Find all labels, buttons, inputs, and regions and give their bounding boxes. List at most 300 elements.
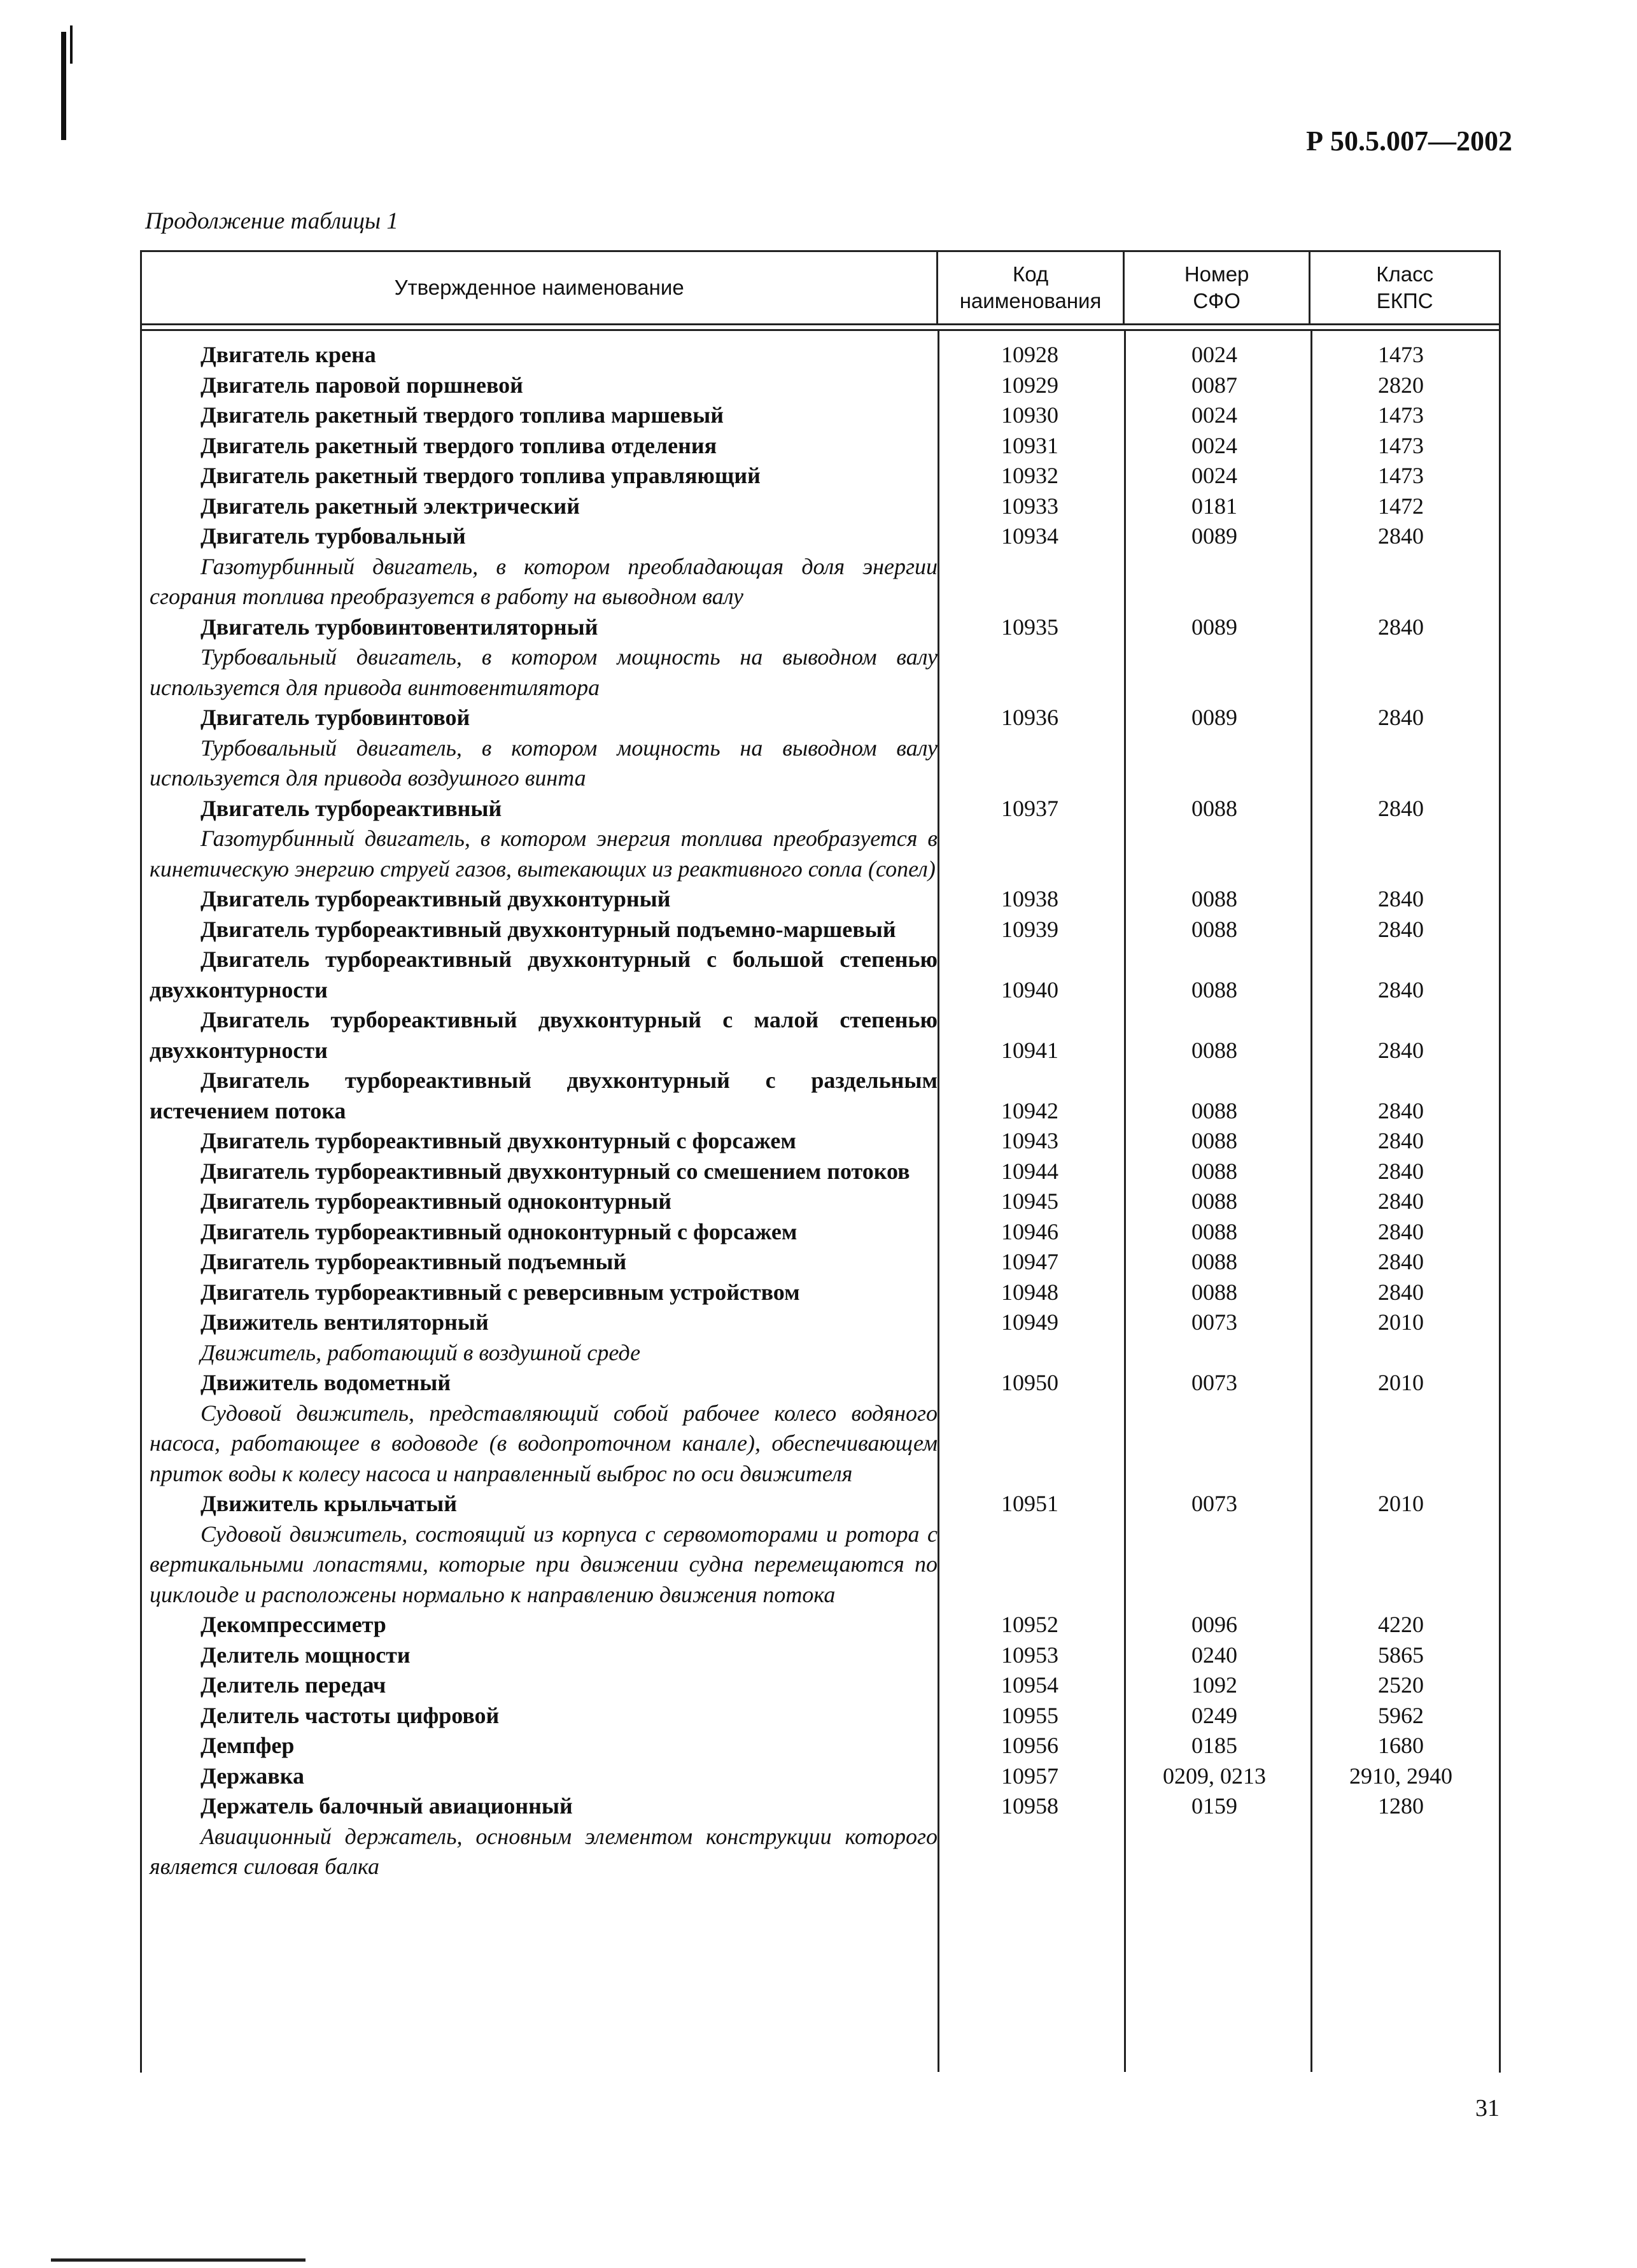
column-divider (938, 331, 939, 2072)
ekps-cell (1307, 1066, 1495, 1126)
item-description: Газотурбинный двигатель, в котором энергия топлива преобразуется в кинетическую энергию струей газов, вытекающих из реактивного сопла (сопел) (150, 826, 938, 882)
name-cell (142, 1731, 938, 1761)
sfo-cell (1122, 1278, 1307, 1308)
header-ekps: Класс ЕКПС (1376, 262, 1434, 313)
code-cell (938, 1187, 1122, 1217)
code-cell (938, 461, 1122, 491)
name-cell (142, 884, 938, 915)
table-row (142, 1761, 1499, 1792)
name-cell (142, 521, 938, 612)
ekps-cell-value: 1472 (1378, 493, 1424, 519)
name-cell (142, 1489, 938, 1610)
name-cell (142, 794, 938, 885)
item-name: Двигатель турбореактивный двухконтурный с раздельным истечением потока (150, 1067, 938, 1123)
code-cell-value: 10932 (1001, 463, 1058, 488)
header-code: Код наименования (938, 252, 1125, 323)
item-name: Двигатель ракетный электрический (200, 493, 580, 519)
name-cell (142, 1187, 938, 1217)
item-name: Двигатель турбореактивный одноконтурный с форсажем (200, 1218, 797, 1244)
item-name: Движитель водометный (200, 1370, 451, 1395)
table-row (142, 1640, 1499, 1671)
ekps-cell (1307, 945, 1495, 1005)
code-cell (938, 1701, 1122, 1731)
item-name: Двигатель турбореактивный двухконтурный (200, 886, 671, 912)
ekps-cell-value: 5962 (1378, 1702, 1424, 1728)
sfo-cell (1122, 1731, 1307, 1761)
sfo-cell-value: 0087 (1191, 372, 1237, 398)
name-cell (142, 461, 938, 491)
code-cell-value: 10958 (1001, 1793, 1058, 1819)
code-cell-value: 10936 (1001, 705, 1058, 730)
ekps-cell-value: 2840 (1378, 705, 1424, 730)
sfo-cell-value: 0088 (1191, 1158, 1237, 1184)
ekps-cell (1307, 1761, 1495, 1792)
table-row (142, 491, 1499, 522)
table-caption: Продолжение таблицы 1 (145, 208, 398, 234)
code-cell (938, 340, 1122, 370)
code-cell-value: 10934 (1001, 523, 1058, 549)
code-cell-value: 10954 (1001, 1672, 1058, 1698)
name-cell (142, 1005, 938, 1066)
ekps-cell (1307, 612, 1495, 703)
code-cell (938, 400, 1122, 431)
table-row (142, 1489, 1499, 1610)
table-row (142, 1005, 1499, 1066)
name-cell (142, 1126, 938, 1157)
ekps-cell (1307, 1187, 1495, 1217)
ekps-cell-value: 2520 (1378, 1672, 1424, 1698)
name-cell (142, 1368, 938, 1489)
ekps-cell (1307, 1610, 1495, 1640)
code-cell (938, 794, 1122, 885)
code-cell (938, 1791, 1122, 1882)
code-cell (938, 1761, 1122, 1792)
ekps-cell-value: 5865 (1378, 1642, 1424, 1668)
sfo-cell-value: 0073 (1191, 1370, 1237, 1395)
item-name: Движитель вентиляторный (200, 1309, 489, 1335)
sfo-cell-value: 0024 (1191, 432, 1237, 458)
table-row (142, 1701, 1499, 1731)
item-description: Турбовальный двигатель, в котором мощность на выводном валу используется для привода воздушного винта (150, 735, 938, 791)
ekps-cell-value: 2840 (1378, 1158, 1424, 1184)
item-name: Двигатель турбореактивный подъемный (200, 1249, 627, 1274)
item-name: Державка (200, 1763, 304, 1789)
name-cell (142, 915, 938, 945)
sfo-cell (1122, 1368, 1307, 1489)
item-name: Двигатель турбореактивный двухконтурный с форсажем (200, 1128, 796, 1153)
sfo-cell-value: 0088 (1191, 1097, 1237, 1123)
code-cell (938, 1247, 1122, 1278)
ekps-cell (1307, 1489, 1495, 1610)
code-cell-value: 10948 (1001, 1279, 1058, 1305)
ekps-cell-value: 1473 (1378, 432, 1424, 458)
table-row (142, 1247, 1499, 1278)
table-row (142, 794, 1499, 885)
code-cell-value: 10939 (1001, 916, 1058, 942)
code-cell-value: 10949 (1001, 1309, 1058, 1335)
code-cell-value: 10931 (1001, 432, 1058, 458)
sfo-cell (1122, 491, 1307, 522)
item-name: Делитель частоты цифровой (200, 1702, 500, 1728)
ekps-cell-value: 4220 (1378, 1612, 1424, 1637)
sfo-cell (1122, 1187, 1307, 1217)
table-row (142, 1610, 1499, 1640)
ekps-cell-value: 2010 (1378, 1491, 1424, 1516)
item-name: Двигатель турбореактивный двухконтурный со смешением потоков (200, 1158, 910, 1184)
sfo-cell-value: 0159 (1191, 1793, 1237, 1819)
name-cell (142, 1217, 938, 1248)
scan-artifact-bar (70, 25, 73, 64)
ekps-cell (1307, 1157, 1495, 1187)
sfo-cell-value: 0240 (1191, 1642, 1237, 1668)
table-row (142, 1126, 1499, 1157)
ekps-cell (1307, 1307, 1495, 1368)
table-row (142, 340, 1499, 370)
ekps-cell (1307, 703, 1495, 794)
code-cell (938, 1126, 1122, 1157)
name-cell (142, 612, 938, 703)
code-cell (938, 491, 1122, 522)
sfo-cell (1122, 1761, 1307, 1792)
sfo-cell-value: 0181 (1191, 493, 1237, 519)
item-name: Двигатель турбореактивный одноконтурный (200, 1188, 671, 1214)
table-row (142, 1187, 1499, 1217)
ekps-cell-value: 1680 (1378, 1733, 1424, 1758)
item-name: Двигатель ракетный твердого топлива маршевый (200, 402, 724, 428)
item-name: Движитель крыльчатый (200, 1491, 457, 1516)
sfo-cell (1122, 1640, 1307, 1671)
sfo-cell-value: 0249 (1191, 1702, 1237, 1728)
table-row (142, 1157, 1499, 1187)
ekps-cell (1307, 1217, 1495, 1248)
sfo-cell-value: 0088 (1191, 1218, 1237, 1244)
name-cell (142, 431, 938, 461)
code-cell (938, 431, 1122, 461)
ekps-cell-value: 2840 (1378, 1249, 1424, 1274)
sfo-cell (1122, 915, 1307, 945)
sfo-cell-value: 0088 (1191, 1037, 1237, 1063)
table-header (142, 252, 1499, 325)
table-row (142, 1066, 1499, 1126)
table-row (142, 1731, 1499, 1761)
sfo-cell (1122, 340, 1307, 370)
ekps-cell-value: 2840 (1378, 886, 1424, 912)
ekps-cell-value: 2820 (1378, 372, 1424, 398)
code-cell-value: 10943 (1001, 1128, 1058, 1153)
ekps-cell-value: 1473 (1378, 463, 1424, 488)
sfo-cell (1122, 521, 1307, 612)
ekps-cell-value: 2840 (1378, 976, 1424, 1003)
ekps-cell-value: 1473 (1378, 402, 1424, 428)
item-description: Авиационный держатель, основным элементом конструкции которого является силовая балка (150, 1823, 938, 1879)
item-name: Декомпрессиметр (200, 1612, 386, 1637)
name-cell (142, 1640, 938, 1671)
ekps-cell-value: 2840 (1378, 1128, 1424, 1153)
sfo-cell-value: 0088 (1191, 1128, 1237, 1153)
page-number: 31 (1475, 2095, 1500, 2122)
ekps-cell-value: 1280 (1378, 1793, 1424, 1819)
code-cell-value: 10933 (1001, 493, 1058, 519)
sfo-cell (1122, 1126, 1307, 1157)
name-cell (142, 1791, 938, 1882)
ekps-cell-value: 2010 (1378, 1309, 1424, 1335)
table-body (142, 331, 1499, 2072)
ekps-cell-value: 2840 (1378, 1218, 1424, 1244)
table-row (142, 431, 1499, 461)
table-row (142, 461, 1499, 491)
sfo-cell-value: 0073 (1191, 1309, 1237, 1335)
ekps-cell-value: 2840 (1378, 916, 1424, 942)
code-cell-value: 10953 (1001, 1642, 1058, 1668)
ekps-cell-value: 2010 (1378, 1370, 1424, 1395)
code-cell (938, 1157, 1122, 1187)
header-name: Утвержденное наименование (142, 252, 938, 323)
item-name: Держатель балочный авиационный (200, 1793, 573, 1819)
table-rows (142, 331, 1499, 2072)
item-name: Двигатель ракетный твердого топлива отделения (200, 432, 717, 458)
sfo-cell-value: 0024 (1191, 342, 1237, 367)
item-name: Двигатель ракетный твердого топлива управляющий (200, 463, 761, 488)
ekps-cell (1307, 1731, 1495, 1761)
name-cell (142, 1247, 938, 1278)
code-cell-value: 10935 (1001, 614, 1058, 640)
item-name: Двигатель турбовинтовой (200, 705, 470, 730)
sfo-cell (1122, 1066, 1307, 1126)
code-cell (938, 1278, 1122, 1308)
code-cell (938, 1610, 1122, 1640)
sfo-cell (1122, 1247, 1307, 1278)
ekps-cell-value: 2840 (1378, 1097, 1424, 1123)
ekps-cell-value: 2840 (1378, 614, 1424, 640)
name-cell (142, 1701, 938, 1731)
code-cell-value: 10952 (1001, 1612, 1058, 1637)
ekps-cell (1307, 1005, 1495, 1066)
code-cell (938, 521, 1122, 612)
header-double-rule (142, 325, 1499, 331)
table-row (142, 945, 1499, 1005)
ekps-cell-value: 2840 (1378, 795, 1424, 821)
name-cell (142, 1610, 938, 1640)
ekps-cell-value: 2840 (1378, 1188, 1424, 1214)
item-name: Двигатель турбовальный (200, 523, 466, 549)
sfo-cell (1122, 1217, 1307, 1248)
code-cell (938, 1731, 1122, 1761)
code-cell (938, 1066, 1122, 1126)
name-cell (142, 703, 938, 794)
item-description: Движитель, работающий в воздушной среде (200, 1339, 641, 1365)
name-cell (142, 370, 938, 401)
ekps-cell (1307, 1701, 1495, 1731)
sfo-cell (1122, 400, 1307, 431)
ekps-cell (1307, 915, 1495, 945)
ekps-cell (1307, 884, 1495, 915)
sfo-cell (1122, 1610, 1307, 1640)
sfo-cell-value: 0209, 0213 (1163, 1763, 1266, 1789)
ekps-cell (1307, 431, 1495, 461)
sfo-cell-value: 0088 (1191, 886, 1237, 912)
ekps-cell (1307, 1791, 1495, 1882)
sfo-cell (1122, 1670, 1307, 1701)
table-row (142, 884, 1499, 915)
ekps-cell-value: 1473 (1378, 342, 1424, 367)
code-cell-value: 10928 (1001, 342, 1058, 367)
ekps-cell (1307, 1670, 1495, 1701)
sfo-cell-value: 1092 (1191, 1672, 1237, 1698)
sfo-cell-value: 0089 (1191, 614, 1237, 640)
sfo-cell (1122, 1307, 1307, 1368)
ekps-cell (1307, 794, 1495, 885)
code-cell-value: 10942 (1001, 1097, 1058, 1123)
code-cell (938, 1670, 1122, 1701)
item-name: Делитель мощности (200, 1642, 411, 1668)
ekps-cell-value: 2910, 2940 (1349, 1763, 1452, 1789)
ekps-cell-value: 2840 (1378, 523, 1424, 549)
name-cell (142, 1670, 938, 1701)
ekps-cell (1307, 1368, 1495, 1489)
code-cell (938, 612, 1122, 703)
code-cell (938, 945, 1122, 1005)
table-row (142, 1217, 1499, 1248)
code-cell (938, 1217, 1122, 1248)
item-name: Двигатель турбореактивный двухконтурный с большой степенью двухконтурности (150, 947, 938, 1003)
name-cell (142, 491, 938, 522)
names-table (140, 250, 1501, 2073)
table-row (142, 915, 1499, 945)
item-name: Двигатель турбореактивный (200, 795, 502, 821)
ekps-cell (1307, 370, 1495, 401)
sfo-cell (1122, 1791, 1307, 1882)
item-name: Делитель передач (200, 1672, 386, 1698)
item-description: Турбовальный двигатель, в котором мощность на выводном валу используется для привода винтовентилятора (150, 644, 938, 700)
name-cell (142, 1307, 938, 1368)
code-cell-value: 10947 (1001, 1249, 1058, 1274)
code-cell-value: 10930 (1001, 402, 1058, 428)
column-divider (1124, 331, 1126, 2072)
ekps-cell-value: 2840 (1378, 1279, 1424, 1305)
ekps-cell (1307, 1247, 1495, 1278)
sfo-cell-value: 0088 (1191, 1188, 1237, 1214)
ekps-cell (1307, 491, 1495, 522)
sfo-cell-value: 0089 (1191, 705, 1237, 730)
sfo-cell-value: 0024 (1191, 402, 1237, 428)
code-cell-value: 10951 (1001, 1491, 1058, 1516)
sfo-cell (1122, 1701, 1307, 1731)
code-cell (938, 703, 1122, 794)
sfo-cell (1122, 945, 1307, 1005)
name-cell (142, 340, 938, 370)
code-cell (938, 1307, 1122, 1368)
item-name: Двигатель турбореактивный двухконтурный подъемно-маршевый (200, 916, 896, 942)
sfo-cell-value: 0024 (1191, 463, 1237, 488)
code-cell (938, 1640, 1122, 1671)
ekps-cell (1307, 340, 1495, 370)
sfo-cell (1122, 612, 1307, 703)
ekps-cell (1307, 400, 1495, 431)
ekps-cell-value: 2840 (1378, 1037, 1424, 1063)
code-cell (938, 1368, 1122, 1489)
table-row (142, 703, 1499, 794)
code-cell-value: 10945 (1001, 1188, 1058, 1214)
item-name: Двигатель паровой поршневой (200, 372, 523, 398)
item-name: Двигатель крена (200, 342, 376, 367)
sfo-cell (1122, 431, 1307, 461)
ekps-cell (1307, 521, 1495, 612)
sfo-cell-value: 0088 (1191, 1249, 1237, 1274)
code-cell (938, 1489, 1122, 1610)
sfo-cell-value: 0185 (1191, 1733, 1237, 1758)
code-cell-value: 10944 (1001, 1158, 1058, 1184)
code-cell-value: 10937 (1001, 795, 1058, 821)
header-sfo: Номер СФО (1125, 252, 1311, 323)
sfo-cell (1122, 703, 1307, 794)
sfo-cell-value: 0073 (1191, 1491, 1237, 1516)
table-row (142, 1791, 1499, 1882)
sfo-cell-value: 0096 (1191, 1612, 1237, 1637)
sfo-cell (1122, 884, 1307, 915)
sfo-cell-value: 0088 (1191, 976, 1237, 1003)
item-description: Судовой движитель, состоящий из корпуса с сервомоторами и ротора с вертикальными лопастями, которые при движении судна перемещаются по циклоиде и расположены нормально к направлению движения потока (150, 1521, 938, 1607)
code-cell-value: 10929 (1001, 372, 1058, 398)
name-cell (142, 945, 938, 1005)
name-cell (142, 1157, 938, 1187)
code-cell (938, 884, 1122, 915)
name-cell (142, 1278, 938, 1308)
table-row (142, 521, 1499, 612)
sfo-cell (1122, 1005, 1307, 1066)
ekps-cell (1307, 1640, 1495, 1671)
item-description: Судовой движитель, представляющий собой рабочее колесо водяного насоса, работающее в водоводе (в водопроточном канале), обеспечивающем приток воды к колесу насоса и направленный выброс по оси движителя (150, 1400, 938, 1486)
table-row (142, 370, 1499, 401)
item-name: Двигатель турбовинтовентиляторный (200, 614, 598, 640)
document-code: Р 50.5.007—2002 (1306, 125, 1512, 157)
sfo-cell-value: 0088 (1191, 795, 1237, 821)
sfo-cell (1122, 1157, 1307, 1187)
sfo-cell (1122, 1489, 1307, 1610)
sfo-cell-value: 0088 (1191, 916, 1237, 942)
code-cell (938, 370, 1122, 401)
scan-artifact-line (51, 2258, 306, 2262)
item-description: Газотурбинный двигатель, в котором преобладающая доля энергии сгорания топлива преобразуется в работу на выводном валу (150, 553, 938, 609)
item-name: Двигатель турбореактивный двухконтурный с малой степенью двухконтурности (150, 1007, 938, 1063)
code-cell (938, 1005, 1122, 1066)
ekps-cell (1307, 461, 1495, 491)
table-row (142, 1670, 1499, 1701)
code-cell-value: 10940 (1001, 976, 1058, 1003)
code-cell-value: 10956 (1001, 1733, 1058, 1758)
table-row (142, 1368, 1499, 1489)
code-cell-value: 10955 (1001, 1702, 1058, 1728)
table-row (142, 400, 1499, 431)
item-name: Двигатель турбореактивный с реверсивным устройством (200, 1279, 800, 1305)
code-cell-value: 10950 (1001, 1370, 1058, 1395)
code-cell-value: 10938 (1001, 886, 1058, 912)
ekps-cell (1307, 1278, 1495, 1308)
code-cell-value: 10946 (1001, 1218, 1058, 1244)
sfo-cell-value: 0089 (1191, 523, 1237, 549)
code-cell (938, 915, 1122, 945)
sfo-cell-value: 0088 (1191, 1279, 1237, 1305)
sfo-cell (1122, 461, 1307, 491)
sfo-cell (1122, 370, 1307, 401)
code-cell-value: 10957 (1001, 1763, 1058, 1789)
column-divider (1310, 331, 1312, 2072)
name-cell (142, 1761, 938, 1792)
table-row (142, 1307, 1499, 1368)
table-row (142, 612, 1499, 703)
item-name: Демпфер (200, 1733, 295, 1758)
ekps-cell (1307, 1126, 1495, 1157)
name-cell (142, 400, 938, 431)
